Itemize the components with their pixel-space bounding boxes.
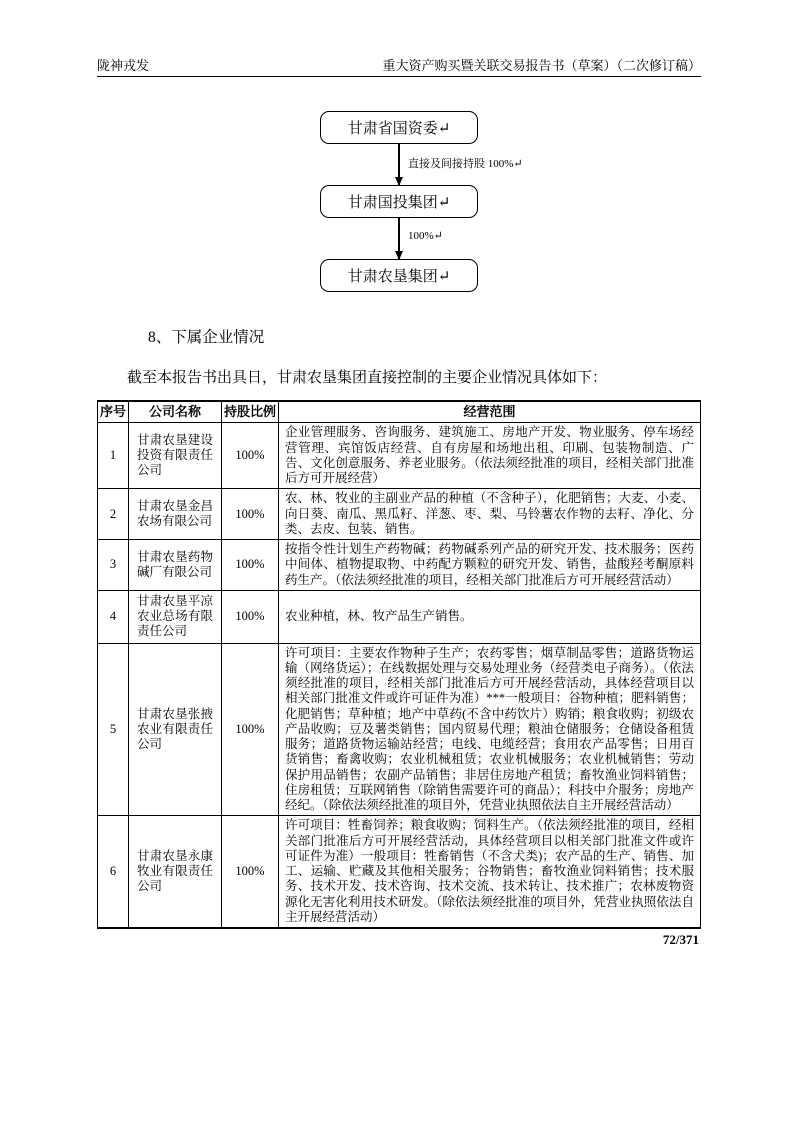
cell-no: 1 (98, 423, 129, 489)
table-row (98, 816, 701, 928)
cell-business-scope: 按指令性计划生产药物碱；药物碱系列产品的研究开发、技术服务；医药中间体、植物提取物、中药配方颗粒的研究开发、销售，盐酸羟考酮原料药生产。（依法须经批准的项目，经相关部门批准后方可开展经营活动） (279, 540, 701, 591)
page-number: 72/371 (662, 932, 699, 947)
flowchart-edge-label: 100%↵ (408, 230, 443, 242)
table-row (98, 540, 701, 591)
flowchart-edge-label: 直接及间接持股 100%↵ (408, 158, 523, 170)
section-heading: 8、下属企业情况 (148, 329, 265, 346)
cell-company-name: 甘肃农垦平凉农业总场有限责任公司 (129, 590, 222, 643)
table-row (98, 590, 701, 643)
cell-no: 4 (98, 590, 129, 643)
cell-company-name: 甘肃农垦金昌农场有限公司 (129, 489, 222, 540)
cell-shareholding: 100% (222, 643, 279, 816)
cell-shareholding: 100% (222, 489, 279, 540)
table-row (98, 489, 701, 540)
page-header (97, 55, 701, 77)
cell-company-name: 甘肃农垦永康牧业有限责任公司 (129, 816, 222, 928)
cell-no: 6 (98, 816, 129, 928)
arrow-head-icon (395, 251, 403, 260)
col-header-scope: 经营范围 (279, 401, 701, 423)
cell-shareholding: 100% (222, 540, 279, 591)
flowchart-node-label: 甘肃省国资委↵ (347, 121, 451, 137)
col-header-name: 公司名称 (129, 401, 222, 423)
cell-shareholding: 100% (222, 423, 279, 489)
flowchart-node-nongken (320, 259, 478, 292)
subsidiaries-table (97, 400, 701, 929)
cell-shareholding: 100% (222, 590, 279, 643)
cell-no: 3 (98, 540, 129, 591)
cell-company-name: 甘肃农垦建设投资有限责任公司 (129, 423, 222, 489)
flowchart-node-label: 甘肃农垦集团↵ (347, 269, 451, 285)
flowchart-node-sasac (320, 111, 478, 144)
flowchart-node-guotou (320, 185, 478, 218)
page-header-right: 重大资产购买暨关联交易报告书（草案）（二次修订稿） (382, 58, 701, 73)
cell-shareholding: 100% (222, 816, 279, 928)
cell-business-scope: 企业管理服务、咨询服务、建筑施工、房地产开发、物业服务、停车场经营管理、宾馆饭店经营、自有房屋和场地出租、印刷、包装物制造、广告、文化创意服务、养老业服务。（依法须经批准的项目，经相关部门批准后方可开展经营） (279, 423, 701, 489)
cell-business-scope: 许可项目：牲畜饲养；粮食收购；饲料生产。（依法须经批准的项目，经相关部门批准后方可开展经营活动，具体经营项目以相关部门批准文件或许可证件为准）一般项目：牲畜销售（不含犬类)；农产品的生产、销售、加工、运输、贮藏及其他相关服务；谷物销售；畜牧渔业饲料销售；技术服务、技术开发、技术咨询、技术交流、技术转让、技术推广；农林废物资源化无害化利用技术研发。（除依法须经批准的项目外，凭营业执照依法自主开展经营活动） (279, 816, 701, 928)
col-header-no: 序号 (98, 401, 129, 423)
flowchart-arrow-2 (320, 218, 478, 259)
arrow-head-icon (395, 177, 403, 186)
intro-paragraph: 截至本报告书出具日，甘肃农垦集团直接控制的主要企业情况具体如下： (127, 370, 608, 386)
flowchart-node-label: 甘肃国投集团↵ (347, 195, 451, 211)
cell-no: 5 (98, 643, 129, 816)
cell-company-name: 甘肃农垦张掖农业有限责任公司 (129, 643, 222, 816)
col-header-pct: 持股比例 (222, 401, 279, 423)
cell-business-scope: 许可项目：主要农作物种子生产；农药零售；烟草制品零售；道路货物运输（网络货运）；在线数据处理与交易处理业务（经营类电子商务）。（依法须经批准的项目，经相关部门批准后方可开展经营活动，具体经营项目以相关部门批准文件或许可证件为准）***一般项目：谷物种植；肥料销售；化肥销售；草种植；地产中草药(不含中药饮片）购销；粮食收购；初级农产品收购；豆及薯类销售；国内贸易代理；粮油仓储服务；仓储设备租赁服务；道路货物运输站经营；电线、电缆经营；食用农产品零售；日用百货销售；畜禽收购；农业机械租赁；农业机械服务；农业机械销售；劳动保护用品销售；农副产品销售；非居住房地产租赁；畜牧渔业饲料销售；住房租赁；互联网销售（除销售需要许可的商品）；科技中介服务；房地产经纪。（除依法须经批准的项目外，凭营业执照依法自主开展经营活动） (279, 643, 701, 816)
page-header-left: 陇神戎发 (97, 58, 150, 73)
table-header-row (98, 401, 701, 423)
flowchart-arrow-1 (320, 144, 523, 185)
cell-company-name: 甘肃农垦药物碱厂有限公司 (129, 540, 222, 591)
ownership-flowchart (97, 111, 701, 292)
table-row (98, 423, 701, 489)
table-row (98, 643, 701, 816)
cell-business-scope: 农、林、牧业的主副业产品的种植（不含种子），化肥销售；大麦、小麦、向日葵、南瓜、黑瓜籽、洋葱、枣、梨、马铃薯农作物的去籽、净化、分类、去皮、包装、销售。 (279, 489, 701, 540)
cell-business-scope: 农业种植，林、牧产品生产销售。 (279, 590, 701, 643)
cell-no: 2 (98, 489, 129, 540)
page-content (97, 55, 701, 948)
